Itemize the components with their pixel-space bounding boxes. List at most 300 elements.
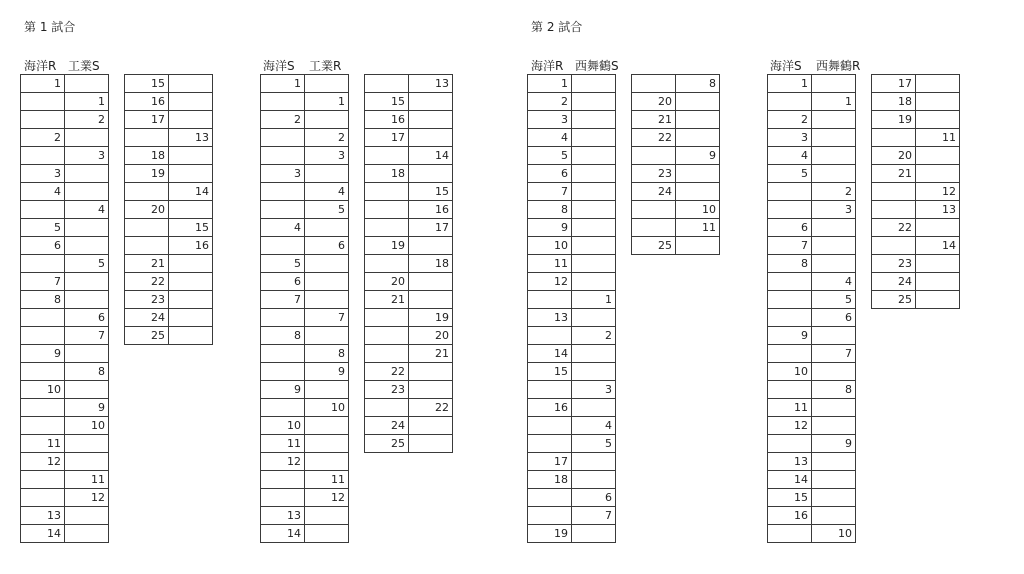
team-b-score-cell [916,93,960,111]
team-a-score-cell: 21 [632,111,676,129]
table-row [125,147,213,165]
team-a-score-cell [261,309,305,327]
team-a-score-cell: 8 [528,201,572,219]
match1-left-score-table-2 [124,74,213,345]
table-row [21,309,109,327]
table-row [365,399,453,417]
team-b-score-cell [812,129,856,147]
table-row [632,165,720,183]
team-a-score-cell: 14 [528,345,572,363]
team-a-score-cell: 15 [768,489,812,507]
team-b-score-cell [572,75,616,93]
team-a-score-cell [528,327,572,345]
team-b-score-cell [65,165,109,183]
team-b-score-cell: 7 [305,309,349,327]
team-b-score-cell: 4 [305,183,349,201]
team-b-score-cell [676,165,720,183]
table-row [872,291,960,309]
table-row [125,75,213,93]
team-b-score-cell [812,237,856,255]
team-a-score-cell: 6 [768,219,812,237]
team-a-score-cell [872,183,916,201]
team-b-score-cell [572,129,616,147]
team-a-score-cell [632,201,676,219]
table-row [125,201,213,219]
team-a-score-cell [365,183,409,201]
team-b-score-cell: 21 [409,345,453,363]
match2-right-header [770,57,860,74]
team-b-score-cell [409,417,453,435]
team-a-score-cell [261,471,305,489]
team-b-score-cell [916,75,960,93]
team-b-score-cell [812,111,856,129]
team-b-score-cell [169,201,213,219]
table-row [528,255,616,273]
team-b-score-cell [916,219,960,237]
team-a-score-cell: 17 [125,111,169,129]
team-b-score-cell: 10 [65,417,109,435]
table-row [768,147,856,165]
team-a-score-cell: 19 [872,111,916,129]
team-a-score-cell [21,399,65,417]
team-a-score-cell [21,363,65,381]
team-b-score-cell [812,399,856,417]
team-a-score-cell [528,435,572,453]
team-b-score-cell: 2 [305,129,349,147]
table-row [768,525,856,543]
team-a-score-cell: 1 [261,75,305,93]
table-row [261,93,349,111]
team-a-score-cell: 21 [872,165,916,183]
table-row [768,93,856,111]
team-b-score-cell: 16 [409,201,453,219]
table-row [632,93,720,111]
team-b-score-cell: 19 [409,309,453,327]
team-b-score-cell: 17 [409,219,453,237]
team-a-score-cell: 5 [21,219,65,237]
team-a-score-cell: 3 [528,111,572,129]
team-b-score-cell: 2 [812,183,856,201]
team-a-score-cell [768,291,812,309]
table-row [21,417,109,435]
team-b-score-cell [572,147,616,165]
team-a-score-cell: 15 [125,75,169,93]
table-row [528,75,616,93]
team-a-score-cell: 16 [528,399,572,417]
table-row [365,273,453,291]
table-row [365,75,453,93]
team-b-score-cell [305,273,349,291]
team-a-score-cell: 14 [261,525,305,543]
team-a-score-cell [21,111,65,129]
team-b-score-cell [812,471,856,489]
team-b-score-cell [409,93,453,111]
team-b-score-cell [812,417,856,435]
team-a-score-cell: 15 [528,363,572,381]
team-a-score-cell [365,255,409,273]
team-b-score-cell [916,291,960,309]
team-a-label: 海洋S [770,59,802,73]
team-a-score-cell: 12 [21,453,65,471]
team-b-score-cell [676,93,720,111]
table-row [632,183,720,201]
team-b-score-cell [305,525,349,543]
team-b-score-cell [169,327,213,345]
team-a-score-cell: 24 [125,309,169,327]
team-b-score-cell: 15 [169,219,213,237]
table-row [21,435,109,453]
match1-left-header [24,57,100,74]
team-a-score-cell: 19 [528,525,572,543]
table-row [768,381,856,399]
team-b-score-cell [169,291,213,309]
team-a-score-cell: 4 [528,129,572,147]
team-a-score-cell: 2 [768,111,812,129]
team-b-score-cell: 11 [916,129,960,147]
table-row [768,417,856,435]
team-a-score-cell: 22 [125,273,169,291]
team-b-score-cell: 1 [572,291,616,309]
team-b-score-cell [812,363,856,381]
team-a-score-cell: 15 [365,93,409,111]
table-row [768,75,856,93]
team-b-score-cell [572,273,616,291]
table-row [21,129,109,147]
team-b-score-cell [572,111,616,129]
table-row [125,273,213,291]
table-row [872,273,960,291]
team-b-score-cell [572,165,616,183]
table-row [21,183,109,201]
table-row [261,507,349,525]
team-a-score-cell: 3 [261,165,305,183]
team-b-score-cell [916,273,960,291]
team-b-score-cell [409,165,453,183]
team-a-score-cell [768,345,812,363]
table-row [768,201,856,219]
table-row [768,435,856,453]
table-row [21,453,109,471]
table-row [872,147,960,165]
team-a-score-cell: 16 [365,111,409,129]
team-b-score-cell [812,489,856,507]
team-a-score-cell: 12 [768,417,812,435]
table-row [261,309,349,327]
team-a-score-cell: 7 [768,237,812,255]
team-a-score-cell: 20 [125,201,169,219]
table-row [21,489,109,507]
team-a-score-cell: 12 [261,453,305,471]
table-row [768,273,856,291]
team-a-score-cell [768,525,812,543]
table-row [365,417,453,435]
team-a-score-cell: 19 [125,165,169,183]
team-b-score-cell [169,75,213,93]
team-b-score-cell: 14 [409,147,453,165]
team-a-score-cell: 13 [528,309,572,327]
team-a-score-cell: 11 [21,435,65,453]
team-b-score-cell: 4 [65,201,109,219]
team-b-score-cell: 13 [409,75,453,93]
team-a-score-cell: 1 [528,75,572,93]
team-b-score-cell [572,453,616,471]
team-b-score-cell [572,255,616,273]
team-a-score-cell: 2 [528,93,572,111]
team-b-score-cell: 8 [676,75,720,93]
team-a-score-cell [768,93,812,111]
team-a-score-cell: 13 [261,507,305,525]
team-a-score-cell: 21 [125,255,169,273]
table-row [21,75,109,93]
team-a-score-cell: 14 [768,471,812,489]
team-a-score-cell: 24 [365,417,409,435]
team-a-score-cell [872,129,916,147]
team-a-score-cell [528,507,572,525]
team-b-label: 西舞鶴R [816,59,861,73]
team-b-score-cell [676,237,720,255]
table-row [768,453,856,471]
table-row [632,201,720,219]
table-row [528,507,616,525]
table-row [528,147,616,165]
team-b-score-cell: 5 [305,201,349,219]
team-b-score-cell [812,147,856,165]
match2-left-score-table-1 [527,74,616,543]
team-a-score-cell: 13 [768,453,812,471]
team-a-label: 海洋R [24,59,57,73]
table-row [768,345,856,363]
team-a-score-cell: 9 [21,345,65,363]
team-b-score-cell [409,291,453,309]
team-a-score-cell [365,309,409,327]
table-row [632,129,720,147]
team-b-score-cell [572,93,616,111]
table-row [365,147,453,165]
match1-right-score-table-1 [260,74,349,543]
team-a-score-cell [261,489,305,507]
table-row [365,165,453,183]
team-a-score-cell: 20 [632,93,676,111]
table-row [872,201,960,219]
table-row [365,327,453,345]
table-row [261,183,349,201]
table-row [768,471,856,489]
table-row [21,381,109,399]
team-a-score-cell: 6 [261,273,305,291]
table-row [632,219,720,237]
table-row [768,327,856,345]
table-row [768,183,856,201]
table-row [365,93,453,111]
team-b-score-cell [169,147,213,165]
team-b-score-cell [65,291,109,309]
table-row [261,435,349,453]
table-row [528,165,616,183]
table-row [125,129,213,147]
team-a-score-cell: 17 [365,129,409,147]
table-row [21,273,109,291]
table-row [528,93,616,111]
team-b-score-cell [305,381,349,399]
team-b-score-cell: 9 [676,147,720,165]
table-row [768,309,856,327]
team-b-score-cell [812,219,856,237]
team-a-label: 海洋R [531,59,564,73]
table-row [21,471,109,489]
table-row [632,111,720,129]
table-row [125,111,213,129]
table-row [261,525,349,543]
team-b-score-cell: 14 [169,183,213,201]
team-b-label: 工業R [309,59,342,73]
team-b-score-cell [409,111,453,129]
match1-title: 第 1 試合 [24,20,76,34]
team-b-score-cell [409,363,453,381]
table-row [528,129,616,147]
table-row [768,291,856,309]
team-a-score-cell: 10 [21,381,65,399]
team-a-score-cell [365,75,409,93]
team-a-score-cell [768,201,812,219]
team-a-score-cell [365,399,409,417]
team-b-score-cell [169,255,213,273]
team-a-score-cell: 8 [261,327,305,345]
table-row [261,273,349,291]
team-a-score-cell: 3 [768,129,812,147]
table-row [872,255,960,273]
team-a-score-cell: 1 [21,75,65,93]
team-b-score-cell [409,435,453,453]
table-row [768,129,856,147]
table-row [365,201,453,219]
team-a-score-cell [768,183,812,201]
team-b-score-cell: 3 [65,147,109,165]
team-a-score-cell [261,183,305,201]
table-row [125,165,213,183]
team-b-score-cell: 11 [676,219,720,237]
team-b-score-cell: 8 [812,381,856,399]
table-row [125,291,213,309]
team-b-score-cell: 6 [572,489,616,507]
team-a-score-cell: 9 [528,219,572,237]
team-b-score-cell: 7 [65,327,109,345]
table-row [872,111,960,129]
team-b-score-cell: 2 [572,327,616,345]
team-a-score-cell: 5 [261,255,305,273]
team-a-score-cell: 25 [872,291,916,309]
team-a-score-cell: 5 [768,165,812,183]
team-a-score-cell [261,345,305,363]
team-b-score-cell [169,111,213,129]
table-row [261,129,349,147]
table-row [528,435,616,453]
team-a-score-cell [261,93,305,111]
team-b-score-cell [65,381,109,399]
team-b-score-cell: 13 [916,201,960,219]
table-row [21,507,109,525]
team-b-score-cell: 15 [409,183,453,201]
team-b-score-cell [305,75,349,93]
table-row [528,309,616,327]
table-row [528,399,616,417]
table-row [365,381,453,399]
team-a-score-cell: 9 [768,327,812,345]
team-a-score-cell [528,489,572,507]
team-a-score-cell [365,219,409,237]
team-a-score-cell: 18 [125,147,169,165]
team-b-label: 工業S [68,59,100,73]
team-b-score-cell: 5 [572,435,616,453]
team-b-score-cell: 14 [916,237,960,255]
table-row [528,363,616,381]
team-a-score-cell [872,237,916,255]
table-row [768,489,856,507]
team-b-score-cell: 5 [812,291,856,309]
team-b-score-cell [65,237,109,255]
table-row [365,183,453,201]
table-row [21,237,109,255]
team-a-score-cell: 12 [528,273,572,291]
team-b-score-cell [65,525,109,543]
team-b-score-cell: 9 [305,363,349,381]
table-row [21,345,109,363]
team-a-score-cell [21,201,65,219]
team-b-score-cell: 11 [305,471,349,489]
team-b-score-cell: 22 [409,399,453,417]
team-a-score-cell [125,219,169,237]
table-row [365,363,453,381]
team-a-score-cell [632,219,676,237]
table-row [261,453,349,471]
team-a-score-cell: 1 [768,75,812,93]
table-row [261,399,349,417]
team-a-score-cell: 20 [872,147,916,165]
table-row [261,417,349,435]
team-a-score-cell: 23 [125,291,169,309]
table-row [528,291,616,309]
table-row [872,219,960,237]
table-row [261,165,349,183]
table-row [21,255,109,273]
table-row [365,435,453,453]
table-row [21,147,109,165]
table-row [125,255,213,273]
table-row [125,327,213,345]
match2-title: 第 2 試合 [531,20,583,34]
table-row [125,237,213,255]
team-a-score-cell [632,147,676,165]
table-row [21,525,109,543]
team-a-score-cell: 16 [125,93,169,111]
table-row [768,165,856,183]
team-a-score-cell: 24 [632,183,676,201]
team-b-score-cell [916,255,960,273]
table-row [528,273,616,291]
team-a-score-cell: 21 [365,291,409,309]
table-row [632,147,720,165]
team-b-score-cell [305,165,349,183]
team-a-score-cell: 5 [528,147,572,165]
team-b-score-cell: 12 [305,489,349,507]
team-a-score-cell [528,381,572,399]
team-a-score-cell: 3 [21,165,65,183]
team-b-score-cell: 10 [676,201,720,219]
table-row [365,255,453,273]
team-b-score-cell: 2 [65,111,109,129]
team-a-score-cell: 25 [365,435,409,453]
team-a-score-cell: 23 [365,381,409,399]
team-b-score-cell [572,219,616,237]
